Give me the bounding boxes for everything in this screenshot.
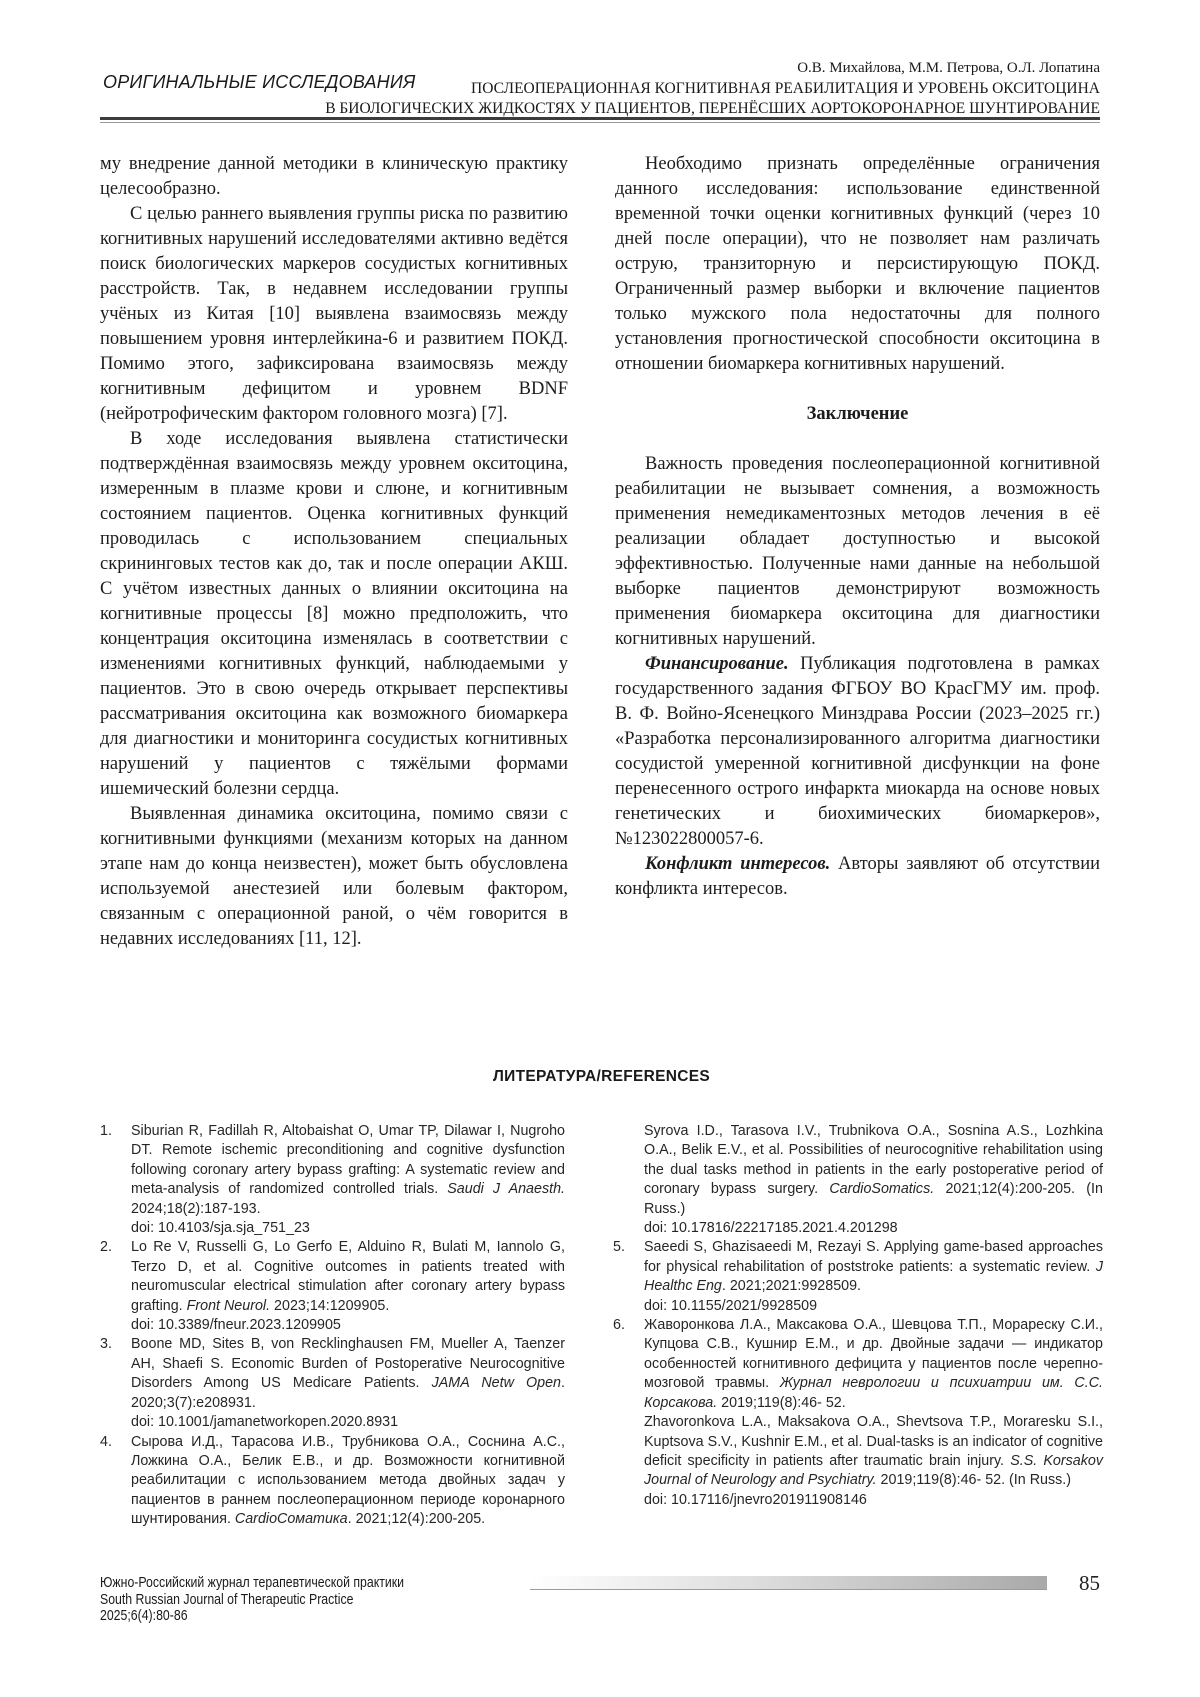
reference-text [644,1413,1103,1491]
reference-doi: doi: 10.4103/sja.sja_751_23 [131,1220,310,1237]
journal-title-en: South Russian Journal of Therapeutic Practice [100,1590,354,1608]
reference-text [131,1122,565,1219]
body-column-left [100,152,568,952]
body-paragraph [100,152,568,202]
text-run: . 2020;3(7):e208931. [131,1375,565,1411]
references-columns [100,1122,1103,1530]
reference-number: 1. [100,1123,112,1139]
body-paragraph [615,652,1100,852]
reference-text [644,1238,1103,1296]
text-run: Front Neurol. [186,1297,271,1314]
references-column-right [613,1122,1103,1530]
body-paragraph [100,202,568,427]
article-title-line1: ПОСЛЕОПЕРАЦИОННАЯ КОГНИТИВНАЯ РЕАБИЛИТАЦИЯ И УРОВЕНЬ ОКСИТОЦИНА [471,79,1100,97]
references-column-left [100,1122,565,1530]
reference-item [100,1335,565,1432]
text-run: Saeedi S, Ghazisaeedi M, Rezayi S. Applying game-based approaches for physical rehabilitation of poststroke patients: a systematic review. [644,1239,1103,1275]
article-title-line2: В БИОЛОГИЧЕСКИХ ЖИДКОСТЯХ У ПАЦИЕНТОВ, ПЕРЕНЁСШИХ АОРТОКОРОНАРНОЕ ШУНТИРОВАНИЕ [325,100,1100,117]
text-run: 2019;119(8):46- 52. [717,1394,846,1411]
reference-text [131,1433,565,1530]
text-run: Жаворонкова Л.А., Максакова О.А., Шевцова Т.П., Морареску С.И., Купцова С.В., Кушнир Е.М., и др. Двойные задачи — индикатор особенностей когнитивного дефицита у пациентов после черепно-мозговой травмы. [644,1317,1103,1392]
text-run: 2019;119(8):46- 52. (In Russ.) [876,1472,1072,1489]
text-run: Конфликт интересов. [645,854,831,874]
header-rule [100,117,1100,123]
references-section [100,1068,1103,1530]
reference-item [613,1316,1103,1510]
reference-doi: doi: 10.1155/2021/9928509 [644,1297,818,1314]
text-run: J Healthc Eng [644,1258,1103,1295]
text-run: С целью раннего выявления группы риска по развитию когнитивных нарушений исследователями активно ведётся поиск биологических маркеров сосудистых когнитивных расстройств. Так, в недавнем исследовании группы учёных из Китая [10] выявлена взаимосвязь между повышением уровня интерлейкина-6 и развитием ПОКД. Помимо этого, зафиксирована взаимосвязь между когнитивным дефицитом и уровнем BDNF (нейротрофическим фактором головного мозга) [7]. [100,204,568,424]
text-run: Публикация подготовлена в рамках государственного задания ФГБОУ ВО КрасГМУ им. проф. В. Ф. Войно-Ясенецкого Минздрава России (2023–2025 гг.) «Разработка персонализированного алгоритма диагностики сосудистой умеренной когнитивной дисфункции на фоне перенесенного острого инфаркта миокарда на основе новых генетических и биохимических биомаркеров», №123022800057-6. [615,654,1100,849]
body-paragraph [100,427,568,802]
text-run: Boone MD, Sites B, von Recklinghausen FM, Mueller A, Taenzer AH, Shaefi S. Economic Burden of Postoperative Neurocognitive Disorders Among US Medicare Patients. [131,1336,565,1392]
text-run: . 2021;12(4):200-205. [347,1511,486,1528]
text-run: Выявленная динамика окситоцина, помимо связи с когнитивными функциями (механизм которых на данном этапе нам до конца неизвестен), может быть обусловлена используемой анестезией или болевым фактором, связанным с операционной раной, о чём говорится в недавних исследованиях [11, 12]. [100,804,568,949]
authors: О.В. Михайлова, М.М. Петрова, О.Л. Лопатина [797,60,1100,76]
reference-text [644,1122,1103,1219]
body-column-right [615,152,1100,952]
body-paragraph [615,452,1100,652]
reference-item [100,1122,565,1238]
references-heading: ЛИТЕРАТУРА/REFERENCES [492,1068,711,1085]
text-run: Финансирование. [645,654,789,674]
article-body [100,152,1100,952]
section-heading: Заключение [806,404,909,424]
reference-number: 5. [613,1239,625,1256]
reference-doi: doi: 10.1001/jamanetworkopen.2020.8931 [131,1414,399,1431]
text-run: CardioSomatics. [829,1181,935,1198]
text-run: Необходимо признать определённые ограничения данного исследования: использование единственной временной точки оценки когнитивных функций (через 10 дней после операции), что не позволяет нам различать острую, транзиторную и персистирующую ПОКД. Ограниченный размер выборки и включение пациентов только мужского пола недостаточны для полного установления прогностической способности окситоцина в отношении биомаркера когнитивных нарушений. [615,154,1100,374]
journal-title-ru: Южно-Российский журнал терапевтической практики [100,1574,405,1591]
text-run: му внедрение данной методики в клиническую практику целесообразно. [100,154,568,199]
text-run: В ходе исследования выявлена статистически подтверждённая взаимосвязь между уровнем окситоцина, измеренным в плазме крови и слюне, и когнитивным состоянием пациентов. Оценка когнитивных функций проводилась с использованием специальных скрининговых тестов как до, так и после операции АКШ. С учётом известных данных о влиянии окситоцина на когнитивные процессы [8] можно предположить, что концентрация окситоцина изменялась в соответствии с изменениями когнитивных функций, наблюдаемыми у пациентов. Это в свою очередь открывает перспективы рассматривания окситоцина как возможного биомаркера для диагностики и мониторинга сосудистых когнитивных нарушений у пациентов с тяжёлыми формами ишемический болезни сердца. [100,429,568,799]
reference-text [131,1238,565,1316]
reference-doi: doi: 10.17116/jnevro201911908146 [644,1491,867,1508]
text-run: Журнал неврологии и психиатрии им. С.С. Корсакова. [644,1375,1103,1411]
text-run: Авторы заявляют об отсутствии конфликта интересов. [615,854,1100,899]
text-run: Важность проведения послеоперационной когнитивной реабилитации не вызывает сомнения, а возможность применения немедикаментозных методов лечения в её реализации обладает доступностью и высокой эффективностью. Полученные нами данные на небольшой выборке пациентов демонстрируют возможность применения биомаркера окситоцина для диагностики когнитивных нарушений. [615,454,1100,649]
body-paragraph [615,852,1100,902]
page-header-right [325,58,1100,120]
reference-number: 4. [100,1433,112,1450]
reference-text [131,1335,565,1413]
text-run: 2023;14:1209905. [270,1297,390,1314]
page-number: 85 [1079,1571,1100,1595]
reference-item [100,1433,565,1530]
reference-item [613,1238,1103,1316]
text-run: 2021;12(4):200-205. (In Russ.) [644,1181,1103,1217]
page-footer [100,1571,1100,1635]
text-run: Syrova I.D., Tarasova I.V., Trubnikova O.A., Sosnina A.S., Lozhkina O.A., Belik E.V., et al. Possibilities of neurocognitive rehabilitation using the dual tasks method in patients in the early postoperative period of coronary bypass surgery. [644,1123,1103,1198]
text-run: Siburian R, Fadillah R, Altobaishat O, Umar TP, Dilawar I, Nugroho DT. Remote ischemic preconditioning and cognitive dysfunction following coronary artery bypass grafting: A systematic review and meta-analysis of randomized controlled trials. [131,1123,565,1198]
text-run: Zhavoronkova L.A., Maksakova O.A., Shevtsova T.P., Moraresku S.I., Kuptsova S.V., Kushnir E.M., et al. Dual-tasks is an indicator of cognitive deficit specificity in patients after traumatic brain injury. [644,1414,1103,1469]
reference-doi: doi: 10.3389/fneur.2023.1209905 [131,1317,341,1334]
text-run: S.S. Korsakov Journal of Neurology and Psychiatry. [644,1452,1103,1489]
text-run: Сырова И.Д., Тарасова И.В., Трубникова О.А., Соснина А.С., Ложкина О.А., Белик Е.В., и др. Возможности когнитивной реабилитации с использованием метода двойных задач у пациентов в раннем послеоперационном периоде коронарного шунтирования. [131,1433,565,1528]
reference-doi: doi: 10.17816/22217185.2021.4.201298 [644,1220,898,1237]
text-run: CardioСоматика [234,1511,348,1528]
text-run: 2024;18(2):187-193. [131,1200,261,1217]
reference-item [613,1122,1103,1238]
reference-number: 2. [100,1239,112,1256]
text-run: JAMA Netw Open [431,1375,562,1392]
body-paragraph [100,802,568,952]
issue-info: 2025;6(4):80-86 [100,1607,188,1624]
reference-number: 3. [100,1336,112,1353]
text-run: Lo Re V, Russelli G, Lo Gerfo E, Alduino R, Bulati M, Iannolo G, Terzo D, et al. Cognitive outcomes in patients treated with neuromuscular electrical stimulation after coronary artery bypass grafting. [131,1239,565,1314]
reference-text [644,1316,1103,1413]
text-run: Saudi J Anaesth. [447,1181,565,1198]
footer-gradient-bar [530,1576,1047,1590]
body-paragraph [615,152,1100,377]
reference-number: 6. [613,1317,625,1334]
section-label: ОРИГИНАЛЬНЫЕ ИССЛЕДОВАНИЯ [103,72,416,92]
text-run: . 2021;2021:9928509. [721,1278,862,1295]
reference-item [100,1238,565,1335]
